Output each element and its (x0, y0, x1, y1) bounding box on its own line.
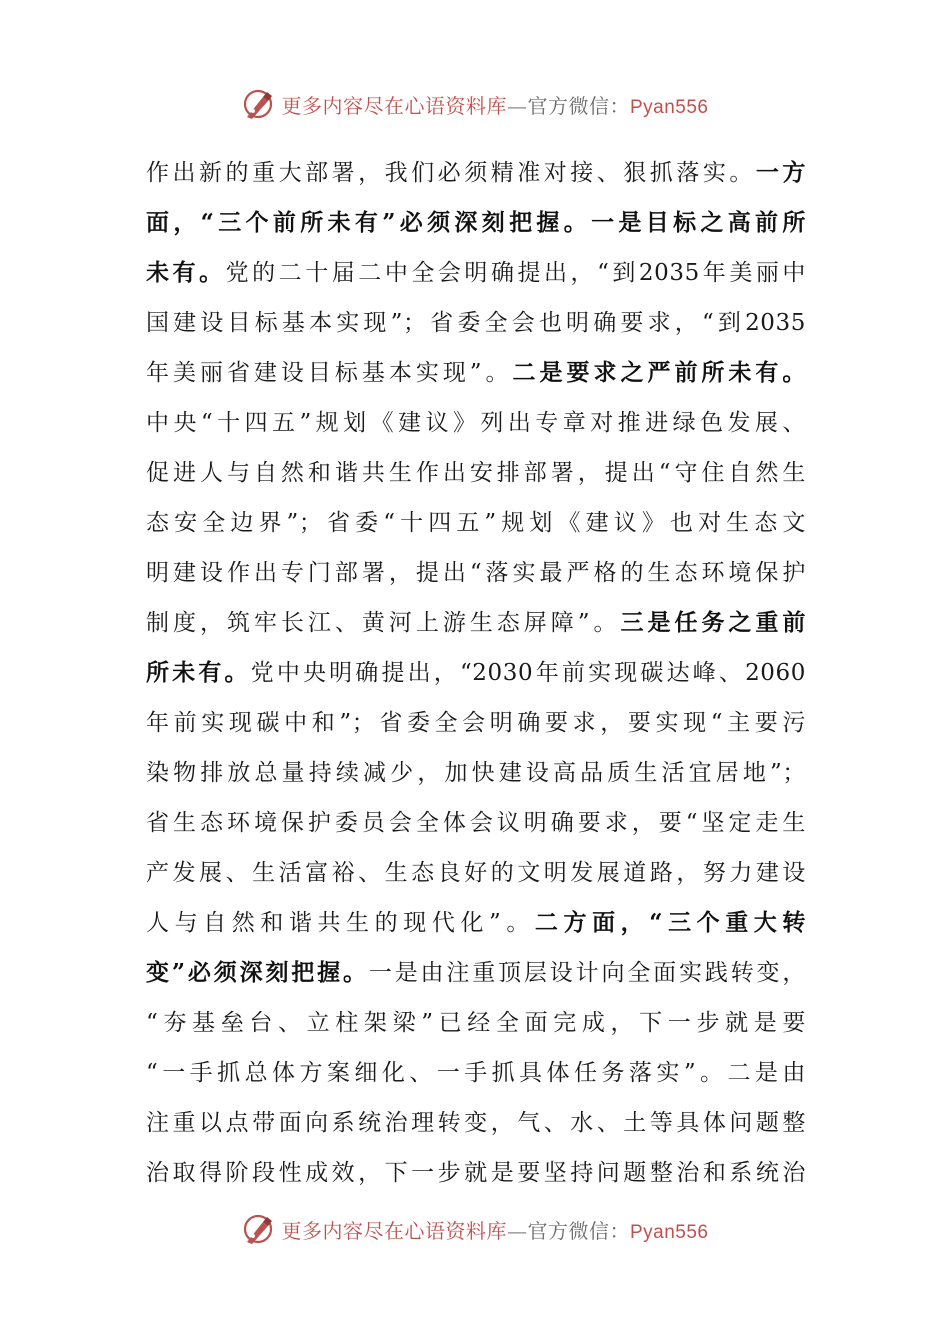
text-line (146, 348, 806, 398)
text-segment: “一手抓总体方案细化、一手抓具体任务落实”。二是由 (146, 1060, 806, 1086)
text-line (146, 548, 806, 598)
pen-logo-icon (241, 1212, 275, 1246)
text-line (146, 1098, 806, 1148)
text-line (146, 1048, 806, 1098)
text-segment: 染物排放总量持续减少，加快建设高品质生活宜居地”； (146, 760, 806, 786)
text-segment: 党的二十届二中全会明确提出，“到2035年美丽中 (225, 260, 806, 286)
banner-dash: — (506, 93, 528, 118)
text-segment: 国建设目标基本实现”；省委全会也明确要求，“到2035 (146, 310, 806, 336)
text-line (146, 648, 806, 698)
text-line (146, 448, 806, 498)
text-line (146, 148, 806, 198)
text-segment: “夯基垒台、立柱架梁”已经全面完成，下一步就是要 (146, 1010, 806, 1036)
text-line (146, 748, 806, 798)
official-label: 官方微信： (527, 1218, 630, 1243)
brand-name: 更多内容尽在心语资料库 (281, 93, 507, 118)
bold-text-segment: 三是任务之重前 (620, 609, 806, 636)
bold-text-segment: 二方面，“三个重大转 (534, 909, 806, 936)
text-segment: 党中央明确提出，“2030年前实现碳达峰、2060 (250, 660, 807, 686)
banner-dash: — (506, 1218, 528, 1243)
text-segment: 省生态环境保护委员会全体会议明确要求，要“坚定走生 (146, 810, 806, 836)
text-line (146, 998, 806, 1048)
text-segment: 作出新的重大部署，我们必须精准对接、狠抓落实。 (146, 160, 756, 186)
text-segment: 治取得阶段性成效，下一步就是要坚持问题整治和系统治 (146, 1160, 806, 1186)
text-segment: 人与自然和谐共生的现代化”。 (146, 910, 535, 936)
text-segment: 中央“十四五”规划《建议》列出专章对推进绿色发展、 (146, 410, 806, 436)
text-segment: 促进人与自然和谐共生作出安排部署，提出“守住自然生 (146, 460, 806, 486)
pen-logo-icon (241, 87, 275, 121)
text-line (146, 698, 806, 748)
text-line (146, 398, 806, 448)
text-line (146, 848, 806, 898)
text-line (146, 798, 806, 848)
header-watermark (0, 84, 950, 124)
footer-watermark (0, 1209, 950, 1249)
text-segment: 产发展、生活富裕、生态良好的文明发展道路，努力建设 (146, 860, 806, 886)
text-segment: 年前实现碳中和”；省委全会明确要求，要实现“主要污 (146, 710, 806, 736)
bold-text-segment: 二是要求之严前所未有。 (512, 359, 806, 386)
brand-name: 更多内容尽在心语资料库 (281, 1218, 507, 1243)
official-label: 官方微信： (527, 93, 630, 118)
text-line (146, 198, 806, 248)
text-segment: 态安全边界”；省委“十四五”规划《建议》也对生态文 (146, 510, 806, 536)
text-line (146, 298, 806, 348)
document-body (146, 148, 806, 1198)
text-segment: 明建设作出专门部署，提出“落实最严格的生态环境保护 (146, 560, 806, 586)
text-segment: 一是由注重顶层设计向全面实践转变， (368, 960, 806, 986)
text-line (146, 898, 806, 948)
text-line (146, 248, 806, 298)
text-line (146, 598, 806, 648)
text-line (146, 1148, 806, 1198)
bold-text-segment: 变”必须深刻把握。 (146, 959, 369, 986)
bold-text-segment: 所未有。 (146, 659, 251, 686)
text-segment: 注重以点带面向系统治理转变，气、水、土等具体问题整 (146, 1110, 806, 1136)
bold-text-segment: 面，“三个前所未有”必须深刻把握。一是目标之高前所 (146, 209, 806, 236)
text-line (146, 498, 806, 548)
bold-text-segment: 一方 (755, 159, 806, 186)
wechat-id: Pyan556 (629, 1221, 709, 1243)
wechat-id: Pyan556 (629, 96, 709, 118)
text-segment: 年美丽省建设目标基本实现”。 (146, 360, 513, 386)
text-segment: 制度，筑牢长江、黄河上游生态屏障”。 (146, 610, 621, 636)
bold-text-segment: 未有。 (146, 259, 226, 286)
text-line (146, 948, 806, 998)
